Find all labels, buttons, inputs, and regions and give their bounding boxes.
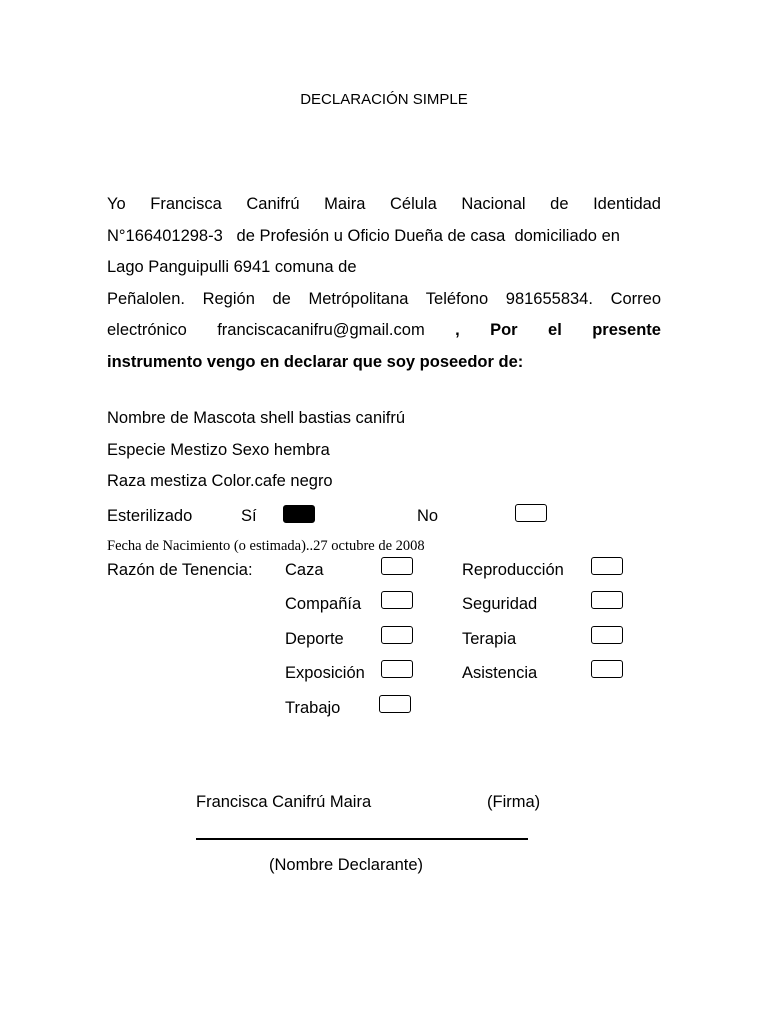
tenure-option-caza: Caza <box>285 561 324 579</box>
tenure-exposicion-checkbox[interactable] <box>381 660 413 678</box>
tenure-reproduccion-checkbox[interactable] <box>591 557 623 575</box>
tenure-option-trabajo: Trabajo <box>285 699 341 717</box>
paragraph-line-6: instrumento vengo en declarar que soy poseedor de: <box>107 352 524 371</box>
tenure-label: Razón de Tenencia: <box>107 561 253 579</box>
paragraph-line-3: Lago Panguipulli 6941 comuna de <box>107 258 357 276</box>
tenure-option-exposicion: Exposición <box>285 664 365 682</box>
sterilized-no-checkbox[interactable] <box>515 504 547 522</box>
tenure-option-compania: Compañía <box>285 595 362 613</box>
tenure-deporte-checkbox[interactable] <box>381 626 413 644</box>
sterilized-label: Esterilizado <box>107 507 193 525</box>
paragraph-line-5: electrónico franciscacanifru@gmail.com , Por el presente <box>107 321 661 339</box>
signature-line <box>196 838 528 840</box>
declaration-paragraph <box>107 189 661 378</box>
declarant-label: (Nombre Declarante) <box>269 856 424 874</box>
tenure-trabajo-checkbox[interactable] <box>379 695 411 713</box>
sterilized-yes-checkbox[interactable] <box>283 505 315 523</box>
tenure-compania-checkbox[interactable] <box>381 591 413 609</box>
paragraph-line-1: Yo Francisca Canifrú Maira Célula Nacional de Identidad <box>107 195 661 213</box>
tenure-asistencia-checkbox[interactable] <box>591 660 623 678</box>
tenure-option-reproduccion: Reproducción <box>462 561 564 579</box>
tenure-option-asistencia: Asistencia <box>462 664 538 682</box>
pet-breed-line: Raza mestiza Color.cafe negro <box>107 472 333 490</box>
birth-date-line: Fecha de Nacimiento (o estimada)..27 octubre de 2008 <box>107 538 425 554</box>
tenure-option-deporte: Deporte <box>285 630 344 648</box>
tenure-terapia-checkbox[interactable] <box>591 626 623 644</box>
firma-label: (Firma) <box>487 793 541 811</box>
tenure-seguridad-checkbox[interactable] <box>591 591 623 609</box>
tenure-option-seguridad: Seguridad <box>462 595 538 613</box>
paragraph-line-4: Peñalolen. Región de Metrópolitana Teléfono 981655834. Correo <box>107 289 661 308</box>
declarant-name: Francisca Canifrú Maira <box>196 793 372 811</box>
tenure-caza-checkbox[interactable] <box>381 557 413 575</box>
tenure-option-terapia: Terapia <box>462 630 517 648</box>
sterilized-yes-label: Sí <box>241 507 257 525</box>
pet-species-line: Especie Mestizo Sexo hembra <box>107 441 330 459</box>
paragraph-line-2: N°166401298-3 de Profesión u Oficio Dueña de casa domiciliado en <box>107 226 620 245</box>
pet-name-line: Nombre de Mascota shell bastias canifrú <box>107 409 406 427</box>
sterilized-no-label: No <box>417 507 439 525</box>
document-title: DECLARACIÓN SIMPLE <box>300 91 468 108</box>
